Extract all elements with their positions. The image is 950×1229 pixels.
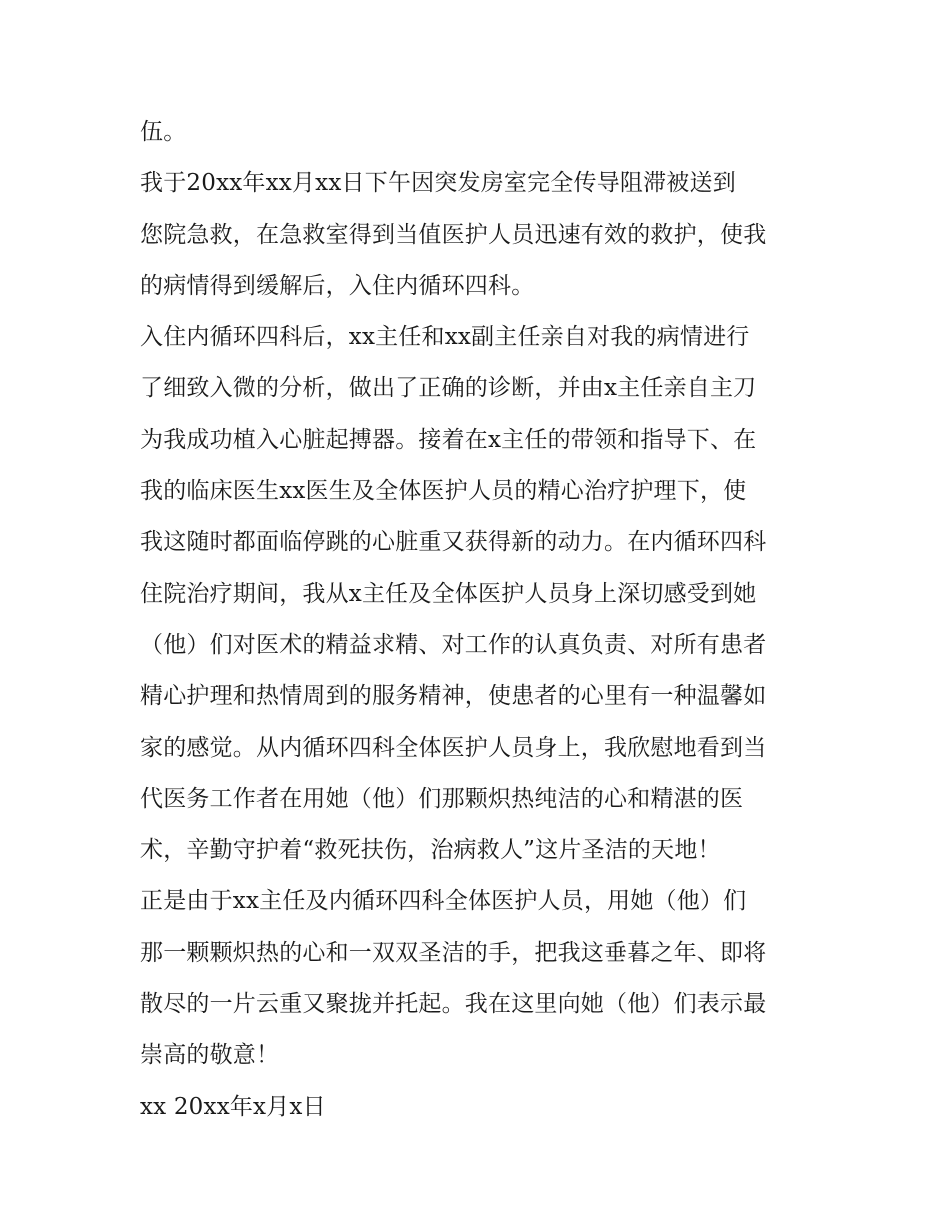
text-line: 家的感觉。从内循环四科全体医护人员身上，我欣慰地看到当 bbox=[140, 734, 767, 761]
text-line: 正是由于xx主任及内循环四科全体医护人员，用她（他）们 bbox=[140, 888, 747, 915]
text-line: 那一颗颗炽热的心和一双双圣洁的手，把我这垂暮之年、即将 bbox=[140, 939, 767, 966]
text-line: 代医务工作者在用她（他）们那颗炽热纯洁的心和精湛的医 bbox=[140, 785, 744, 812]
text-line: 为我成功植入心脏起搏器。接着在x主任的带领和指导下、在 bbox=[140, 426, 757, 453]
letter-body bbox=[140, 107, 820, 1133]
text-line: 崇高的敬意！ bbox=[140, 1042, 280, 1069]
text-line: 您院急救，在急救室得到当值医护人员迅速有效的救护，使我 bbox=[140, 221, 767, 248]
text-line: 散尽的一片云重又聚拢并托起。我在这里向她（他）们表示最 bbox=[140, 991, 767, 1018]
text-line: 我的临床医生xx医生及全体医护人员的精心治疗护理下，使 bbox=[140, 478, 747, 505]
text-line: 伍。 bbox=[140, 119, 187, 145]
text-line: 住院治疗期间，我从x主任及全体医护人员身上深切感受到她 bbox=[140, 580, 757, 607]
signature-date-line: xx 20xx年x月x日 bbox=[140, 1093, 326, 1120]
text-line: 术，辛勤守护着“救死扶伤，治病救人”这片圣洁的天地！ bbox=[140, 837, 721, 864]
text-line: 我这随时都面临停跳的心脏重又获得新的动力。在内循环四科 bbox=[140, 529, 767, 556]
text-line: （他）们对医术的精益求精、对工作的认真负责、对所有患者 bbox=[140, 631, 767, 658]
text-line: 我于20xx年xx月xx日下午因突发房室完全传导阻滞被送到 bbox=[140, 170, 736, 197]
text-line: 的病情得到缓解后，入住内循环四科。 bbox=[140, 272, 535, 299]
text-line: 入住内循环四科后，xx主任和xx副主任亲自对我的病情进行 bbox=[140, 324, 750, 351]
text-line: 精心护理和热情周到的服务精神，使患者的心里有一种温馨如 bbox=[140, 683, 767, 710]
text-line: 了细致入微的分析，做出了正确的诊断，并由x主任亲自主刀 bbox=[140, 375, 757, 402]
